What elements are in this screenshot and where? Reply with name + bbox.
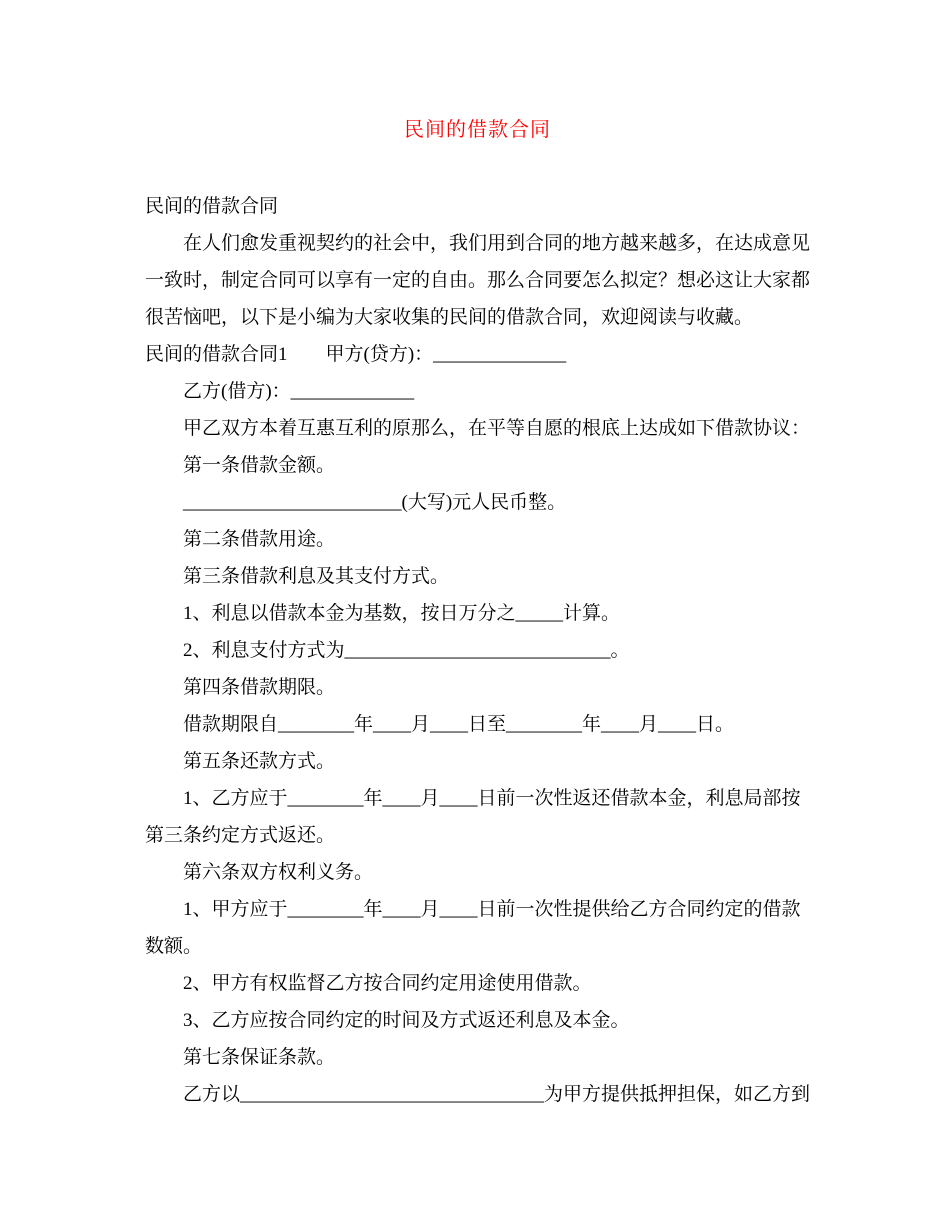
- paragraph-interest-2: 2、利息支付方式为____________________________。: [183, 640, 630, 661]
- paragraph-preamble: 甲乙双方本着互惠互利的原那么，在平等自愿的根底上达成如下借款协议：: [183, 418, 811, 439]
- paragraph-repayment-1: 1、乙方应于________年____月____日前一次性返还借款本金，利息局部按第三条约定方式返还。: [145, 788, 801, 846]
- paragraph-heading: 民间的借款合同: [145, 196, 279, 217]
- paragraph-party-a: 民间的借款合同1 甲方(贷方)：______________: [145, 344, 567, 365]
- paragraph-clause-7: 第七条保证条款。: [183, 1047, 336, 1068]
- paragraph-intro: 在人们愈发重视契约的社会中，我们用到合同的地方越来越多，在达成意见一致时，制定合同可以享有一定的自由。那么合同要怎么拟定？想必这让大家都很苦恼吧，以下是小编为大家收集的民间的借款合同，欢迎阅读与收藏。: [145, 233, 811, 328]
- paragraph-rights-3: 3、乙方应按合同约定的时间及方式返还利息及本金。: [183, 1010, 630, 1031]
- paragraph-guarantee: 乙方以________________________________为甲方提供抵押担保，如乙方到: [183, 1084, 811, 1105]
- page-title: 民间的借款合同: [404, 119, 551, 141]
- paragraph-clause-5: 第五条还款方式。: [183, 751, 336, 772]
- paragraph-clause-6: 第六条双方权利义务。: [183, 862, 374, 883]
- paragraph-amount-blank: _______________________(大写)元人民币整。: [183, 492, 567, 513]
- paragraph-term-dates: 借款期限自________年____月____日至________年____月____日。: [183, 714, 735, 735]
- paragraph-rights-1: 1、甲方应于________年____月____日前一次性提供给乙方合同约定的借款数额。: [145, 899, 801, 957]
- paragraph-clause-1: 第一条借款金额。: [183, 455, 336, 476]
- paragraph-clause-2: 第二条借款用途。: [183, 529, 336, 550]
- document-body: [145, 188, 812, 1113]
- paragraph-clause-4: 第四条借款期限。: [183, 677, 336, 698]
- paragraph-interest-1: 1、利息以借款本金为基数，按日万分之_____计算。: [183, 603, 621, 624]
- paragraph-rights-2: 2、甲方有权监督乙方按合同约定用途使用借款。: [183, 973, 592, 994]
- paragraph-party-b: 乙方(借方)：_____________: [183, 381, 415, 402]
- paragraph-clause-3: 第三条借款利息及其支付方式。: [183, 566, 450, 587]
